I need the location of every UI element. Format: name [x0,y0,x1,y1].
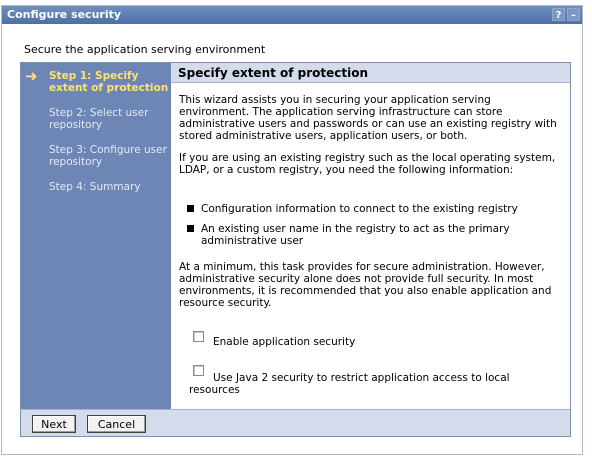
wizard-step-2: Step 2: Select user repository [49,107,149,131]
wizard-steps-sidebar [21,63,171,410]
titlebar-icons [552,8,580,21]
enable-application-security-checkbox[interactable] [193,331,204,342]
description-paragraph-2: If you are using an existing registry such as the local operating system, LDAP, or a custom registry, you need the following information: [179,152,556,176]
portlet-titlebar [2,6,582,24]
wizard-content [171,63,570,410]
minimize-icon[interactable]: – [567,8,580,21]
wizard-step-4: Step 4: Summary [49,181,141,193]
configure-security-portlet [1,5,583,455]
help-icon[interactable]: ? [552,8,565,21]
wizard-step-1: Step 1: Specify extent of protection [49,70,169,94]
next-button[interactable]: Next [32,415,76,433]
list-item [187,203,547,215]
cancel-button[interactable]: Cancel [87,415,146,433]
bullet-icon [187,205,194,212]
wizard-step-3: Step 3: Configure user repository [49,144,167,168]
bullet-icon [187,225,194,232]
list-item [187,223,547,247]
description-paragraph-3: At a minimum, this task provides for secure administration. However, administrative security alone does not provide full security. In most environments, it is recommended that you also enable application and resource security. [179,261,552,309]
bullet-text: An existing user name in the registry to act as the primary administrative user [201,223,510,247]
intro-text: Secure the application serving environment [24,43,266,56]
wizard-panel [20,62,571,437]
enable-application-security-label[interactable]: Enable application security [213,336,356,348]
right-arrow-icon: ➜ [25,67,38,85]
description-paragraph-1: This wizard assists you in securing your application serving environment. The application serving infrastructure can store administrative users and passwords or can use an existing registry with stored administrative users, application users, or both. [179,94,557,142]
wizard-footer [21,409,570,436]
java2-security-label[interactable]: Use Java 2 security to restrict application access to local resources [189,372,510,396]
content-title: Specify extent of protection [171,63,570,83]
portlet-title: Configure security [7,8,122,21]
bullet-text: Configuration information to connect to the existing registry [201,203,518,215]
